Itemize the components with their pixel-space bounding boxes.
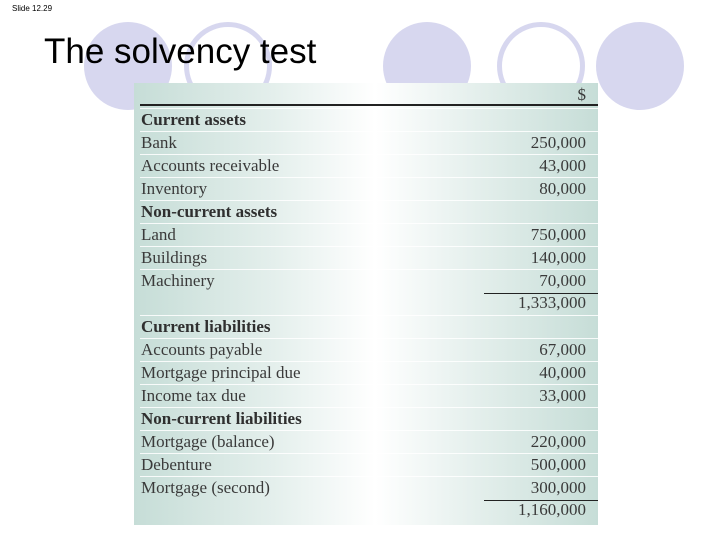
table-row <box>140 338 598 362</box>
row-amount: 70,000 <box>539 271 586 290</box>
row-label: Income tax due <box>141 386 246 405</box>
balance-table <box>134 83 598 525</box>
slide-title: The solvency test <box>44 32 317 71</box>
table-row <box>140 154 598 178</box>
subtotal-rule <box>484 500 598 501</box>
section-heading-row <box>140 315 598 339</box>
row-amount: 750,000 <box>530 225 586 244</box>
row-label: Buildings <box>141 248 208 267</box>
table-row <box>140 131 598 155</box>
row-amount: 300,000 <box>530 478 586 497</box>
section-heading-row <box>140 108 598 132</box>
table-row <box>140 177 598 201</box>
row-label: Debenture <box>141 455 212 474</box>
slide-number: Slide 12.29 <box>12 4 53 13</box>
row-amount: 1,160,000 <box>518 500 586 519</box>
row-amount: 1,333,000 <box>518 293 586 312</box>
header-rule <box>140 104 598 106</box>
table-row <box>140 430 598 454</box>
table-row <box>140 476 598 500</box>
row-amount: 40,000 <box>539 363 586 382</box>
row-label: Land <box>141 225 176 244</box>
row-amount: 140,000 <box>530 248 586 267</box>
row-label: Current liabilities <box>141 317 271 336</box>
row-label: Non-current assets <box>141 202 278 221</box>
table-row <box>140 384 598 408</box>
row-label: Mortgage (second) <box>141 478 270 497</box>
section-heading-row <box>140 407 598 431</box>
subtotal-rule <box>484 293 598 294</box>
table-row <box>140 246 598 270</box>
decor-circle-5 <box>596 22 684 110</box>
table-row <box>140 361 598 385</box>
row-amount: 500,000 <box>530 455 586 474</box>
row-amount: 250,000 <box>530 133 586 152</box>
row-amount: 33,000 <box>539 386 586 405</box>
row-label: Mortgage principal due <box>141 363 301 382</box>
section-heading-row <box>140 200 598 224</box>
row-amount: 220,000 <box>530 432 586 451</box>
table-row <box>140 223 598 247</box>
row-amount: 67,000 <box>539 340 586 359</box>
row-amount: 80,000 <box>539 179 586 198</box>
row-label: Bank <box>141 133 177 152</box>
currency-header: $ <box>577 85 586 104</box>
row-amount: 43,000 <box>539 156 586 175</box>
row-label: Current assets <box>141 110 246 129</box>
total-row <box>140 499 598 522</box>
row-label: Inventory <box>141 179 208 198</box>
row-label: Machinery <box>141 271 215 290</box>
table-row <box>140 269 598 293</box>
row-label: Non-current liabilities <box>141 409 302 428</box>
row-label: Accounts receivable <box>141 156 280 175</box>
row-label: Mortgage (balance) <box>141 432 275 451</box>
total-row <box>140 292 598 315</box>
table-row <box>140 453 598 477</box>
row-label: Accounts payable <box>141 340 263 359</box>
